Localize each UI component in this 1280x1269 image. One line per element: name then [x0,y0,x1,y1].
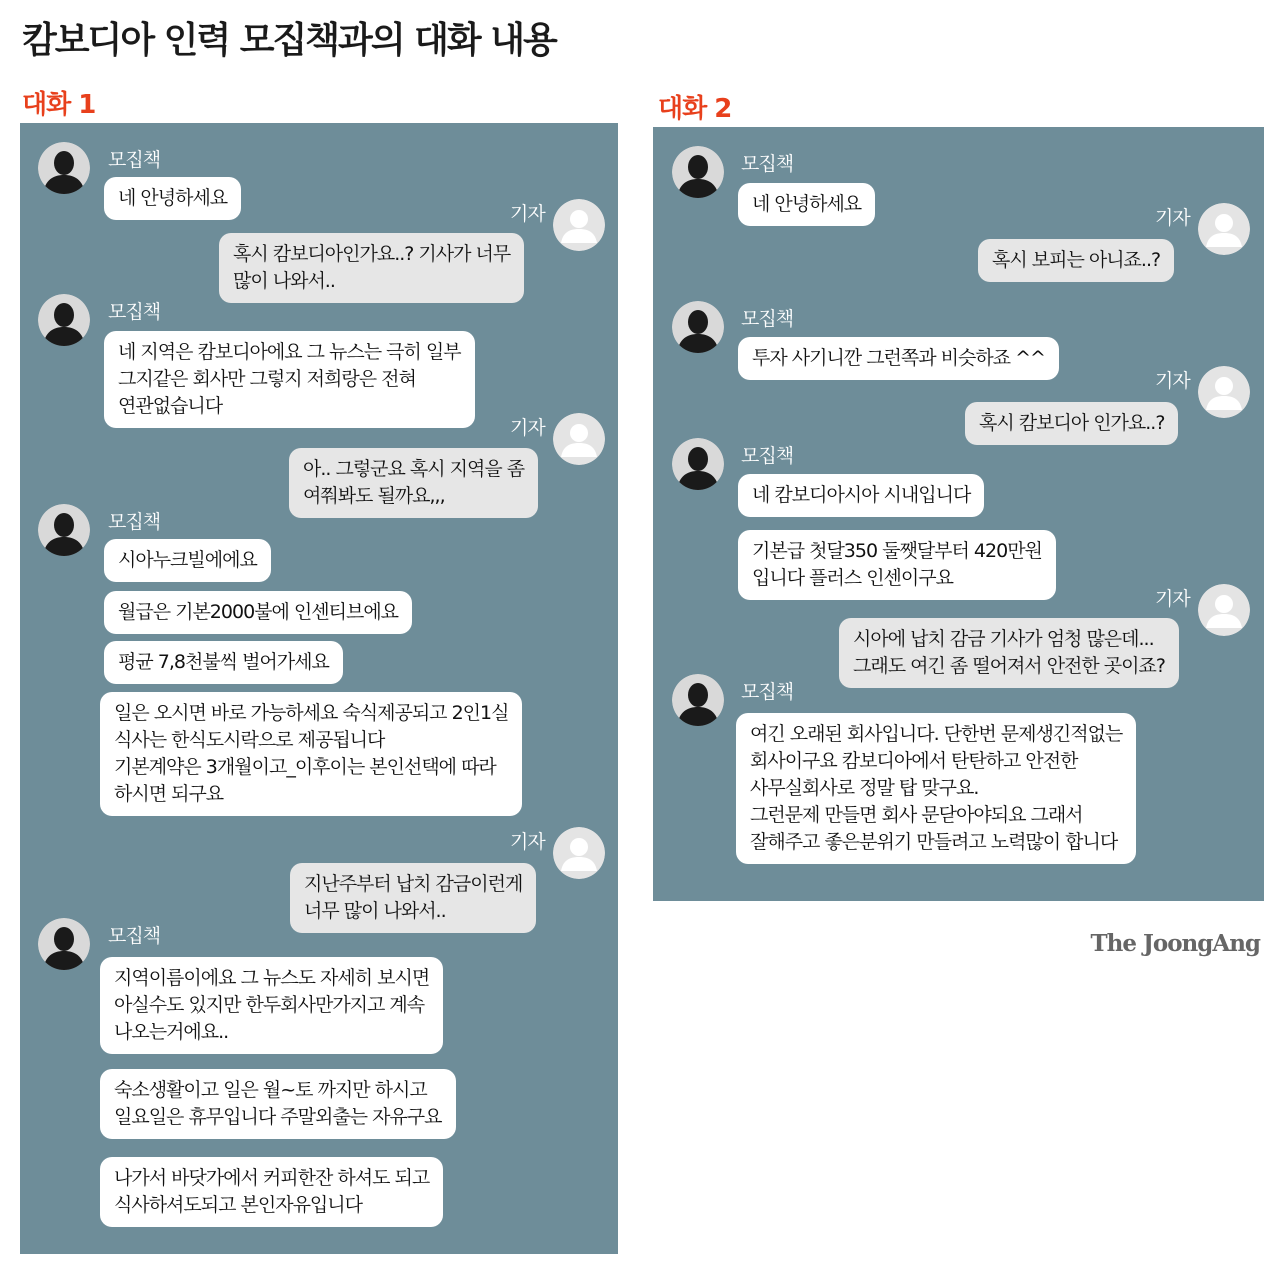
recruiter-avatar-icon [672,301,724,353]
reporter-avatar-icon [1198,366,1250,418]
reporter-avatar-icon [1198,584,1250,636]
message-line: 지역이름이에요 그 뉴스도 자세히 보시면 [114,967,430,989]
message-line: 그래도 여긴 좀 떨어져서 안전한 곳이죠? [853,655,1165,677]
recruiter-avatar-icon [38,918,90,970]
message-bubble [100,957,443,1054]
message-bubble [100,1157,443,1227]
message-line: 일은 오시면 바로 가능하세요 숙식제공되고 2인1실 [114,702,509,724]
message-line: 그런문제 만들면 회사 문닫아야되요 그래서 [750,804,1083,826]
message-line: 네 안녕하세요 [118,187,228,209]
message-line: 네 지역은 캄보디아에요 그 뉴스는 극히 일부 [118,341,461,363]
message-line: 회사이구요 캄보디아에서 탄탄하고 안전한 [750,750,1078,772]
sender-name: 기자 [1155,207,1190,229]
conversation-1-label: 대화 1 [22,90,96,120]
message-line: 혹시 캄보디아 인가요..? [979,412,1165,434]
sender-name: 모집책 [741,445,794,467]
message-bubble [104,591,412,634]
conversation-2-panel [653,127,1264,901]
sender-name: 모집책 [108,301,161,323]
message-line: 일요일은 휴무입니다 주말외출는 자유구요 [114,1106,442,1128]
message-bubble [104,331,475,428]
message-line: 식사하셔도되고 본인자유입니다 [114,1194,362,1216]
sender-name: 모집책 [741,681,794,703]
message-bubble [738,530,1056,600]
message-line: 네 캄보디아시아 시내입니다 [752,484,971,506]
message-line: 지난주부터 납치 감금이런게 [304,873,523,895]
message-line: 너무 많이 나와서.. [304,900,446,922]
reporter-avatar-icon [553,827,605,879]
message-line: 네 안녕하세요 [752,193,862,215]
message-line: 식사는 한식도시락으로 제공됩니다 [114,729,385,751]
message-line: 사무실회사로 정말 탑 맞구요. [750,777,979,799]
reporter-avatar-icon [553,199,605,251]
message-line: 많이 나와서.. [233,270,335,292]
reporter-avatar-icon [553,413,605,465]
recruiter-avatar-icon [38,142,90,194]
message-bubble [738,337,1059,380]
sender-name: 기자 [510,417,545,439]
message-line: 숙소생활이고 일은 월~토 까지만 하시고 [114,1079,427,1101]
conversation-2-label: 대화 2 [658,94,732,124]
message-line: 투자 사기니깐 그런쪽과 비슷하죠 ^^ [752,347,1045,369]
recruiter-avatar-icon [672,438,724,490]
message-line: 혹시 캄보디아인가요..? 기사가 너무 [233,243,511,265]
message-bubble [738,474,984,517]
message-line: 나오는거에요.. [114,1021,229,1043]
recruiter-avatar-icon [38,504,90,556]
message-bubble [219,233,524,303]
message-line: 시아누크빌에에요 [118,549,257,571]
reporter-avatar-icon [1198,203,1250,255]
message-line: 평균 7,8천불씩 벌어가세요 [118,651,329,673]
message-line: 기본급 첫달350 둘쨋달부터 420만원 [752,540,1042,562]
page-title: 캄보디아 인력 모집책과의 대화 내용 [22,20,556,61]
message-bubble [100,692,522,816]
message-line: 기본계약은 3개월이고_이후이는 본인선택에 따라 [114,756,496,778]
message-line: 잘해주고 좋은분위기 만들려고 노력많이 합니다 [750,831,1118,853]
message-bubble [289,448,538,518]
sender-name: 기자 [510,203,545,225]
recruiter-avatar-icon [672,146,724,198]
sender-name: 모집책 [741,153,794,175]
message-bubble [104,539,271,582]
brand-logo: The JoongAng [1090,930,1260,957]
message-line: 나가서 바닷가에서 커피한잔 하셔도 되고 [114,1167,430,1189]
message-bubble [100,1069,456,1139]
message-bubble [839,618,1179,688]
message-line: 아실수도 있지만 한두회사만가지고 계속 [114,994,425,1016]
message-bubble [290,863,536,933]
message-line: 아.. 그렇군요 혹시 지역을 좀 [303,458,525,480]
message-line: 혹시 보피는 아니죠..? [992,249,1161,271]
message-bubble [978,239,1174,282]
message-line: 하시면 되구요 [114,783,224,805]
sender-name: 모집책 [108,511,161,533]
sender-name: 기자 [1155,588,1190,610]
message-line: 여긴 오래된 회사입니다. 단한번 문제생긴적없는 [750,723,1123,745]
message-bubble [104,177,241,220]
message-line: 연관없습니다 [118,395,223,417]
message-bubble [738,183,875,226]
message-line: 시아에 납치 감금 기사가 엄청 많은데... [853,628,1154,650]
message-bubble [965,402,1178,445]
conversation-1-panel [20,123,618,1254]
sender-name: 모집책 [108,149,161,171]
recruiter-avatar-icon [38,294,90,346]
message-bubble [736,713,1136,864]
message-line: 그지같은 회사만 그렇지 저희랑은 전혀 [118,368,416,390]
sender-name: 모집책 [741,308,794,330]
message-bubble [104,641,343,684]
sender-name: 모집책 [108,925,161,947]
sender-name: 기자 [1155,370,1190,392]
message-line: 월급은 기본2000불에 인센티브에요 [118,601,399,623]
message-line: 여쭤봐도 될까요,,, [303,485,445,507]
sender-name: 기자 [510,831,545,853]
message-line: 입니다 플러스 인센이구요 [752,567,953,589]
recruiter-avatar-icon [672,674,724,726]
